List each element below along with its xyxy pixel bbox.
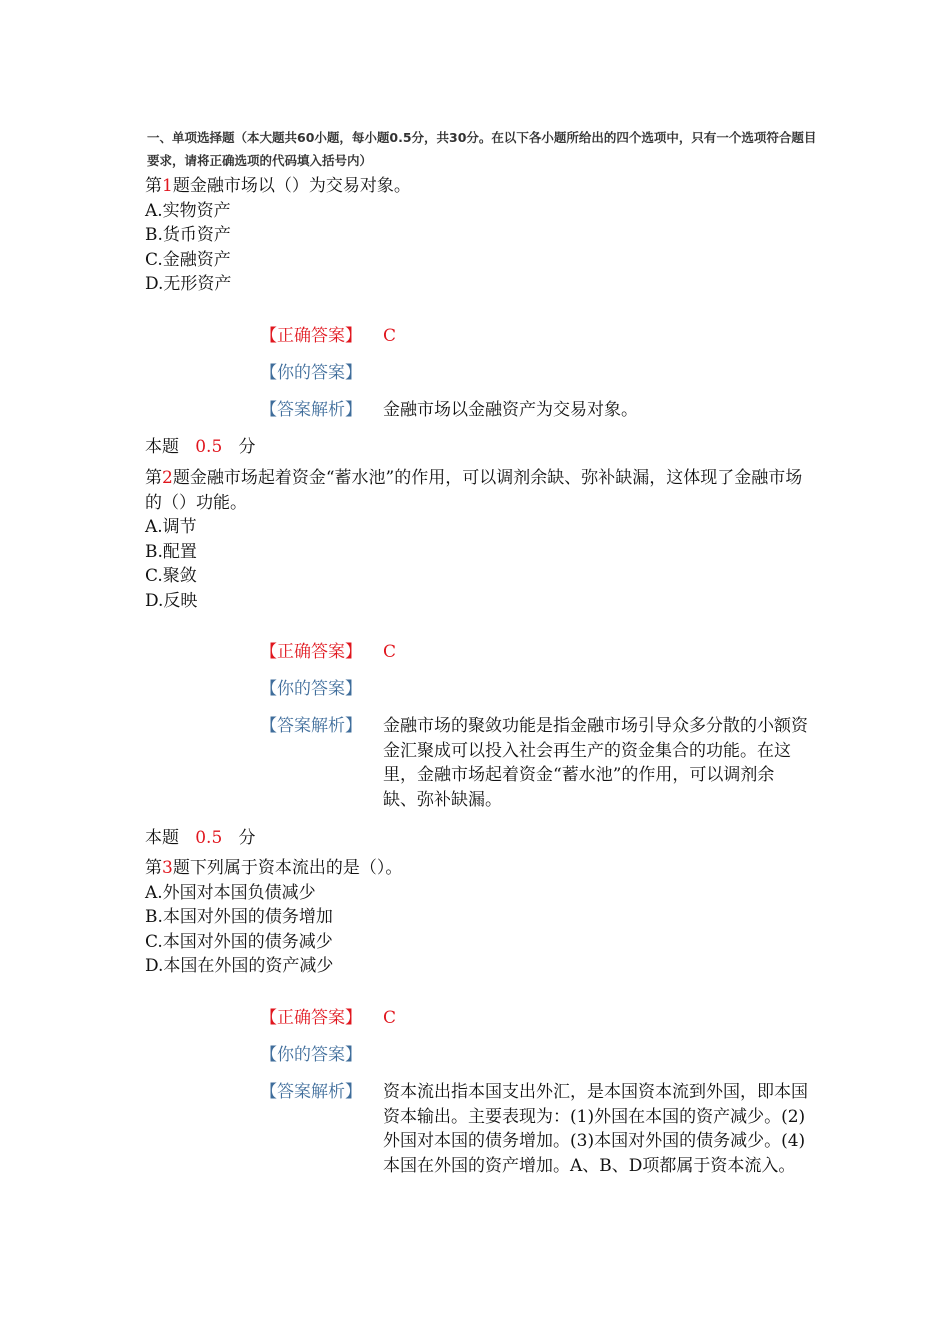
option-c: C.金融资产	[145, 249, 231, 270]
analysis-text: 资本流出指本国支出外汇，是本国资本流到外国，即本国资本输出。主要表现为：(1)外国在本国的资产减少。(2)外国对本国的债务增加。(3)本国对外国的债务减少。(4)本国在外国的资产增加。A、B、D项都属于资本流入。	[383, 1082, 808, 1176]
question-number: 3	[162, 858, 173, 878]
section-header: 一、单项选择题（本大题共60小题，每小题0.5分，共30分。在以下各小题所给出的四个选项中，只有一个选项符合题目要求，请将正确选项的代码填入括号内）	[147, 130, 817, 168]
question-3	[145, 856, 825, 979]
option-a: A.外国对本国负债减少	[145, 882, 316, 903]
question-text: 下列属于资本流出的是（）。	[189, 858, 403, 878]
analysis-text: 金融市场以金融资产为交易对象。	[383, 400, 638, 420]
correct-answer-label: 【正确答案】	[260, 326, 362, 346]
question-prefix: 第	[145, 858, 162, 878]
your-answer-label: 【你的答案】	[260, 679, 362, 699]
score-value: 0.5	[195, 828, 223, 848]
option-c: C.聚敛	[145, 566, 197, 586]
correct-answer-value: C	[383, 326, 397, 346]
question-2	[145, 466, 810, 613]
question-suffix: 题	[172, 468, 190, 488]
question-number: 1	[162, 176, 173, 196]
option-b: B.配置	[145, 541, 197, 562]
option-b: B.本国对外国的债务增加	[145, 907, 333, 927]
analysis-label: 【答案解析】	[260, 1082, 362, 1102]
question-suffix: 题	[172, 176, 190, 196]
question-title	[145, 466, 810, 515]
option-a: A.调节	[145, 517, 197, 537]
score-unit: 分	[238, 828, 256, 848]
correct-answer-label: 【正确答案】	[260, 1008, 362, 1028]
your-answer-label: 【你的答案】	[260, 1045, 362, 1065]
analysis-label: 【答案解析】	[260, 716, 362, 736]
analysis-label: 【答案解析】	[260, 400, 362, 420]
option-c: C.本国对外国的债务减少	[145, 931, 333, 952]
question-1	[145, 174, 825, 297]
score-value: 0.5	[195, 437, 223, 457]
option-d: D.反映	[145, 590, 198, 611]
correct-answer-value: C	[383, 1008, 397, 1028]
correct-answer-value: C	[383, 642, 397, 662]
question-text: 金融市场起着资金“蓄水池”的作用，可以调剂余缺、弥补缺漏，这体现了金融市场的（）功能。	[145, 468, 803, 513]
score-prefix: 本题	[145, 828, 179, 848]
score-prefix: 本题	[145, 437, 179, 457]
question-suffix: 题	[172, 858, 190, 878]
question-score	[145, 435, 255, 459]
question-number: 2	[162, 468, 173, 488]
analysis-text: 金融市场的聚敛功能是指金融市场引导众多分散的小额资金汇聚成可以投入社会再生产的资金集合的功能。在这里，金融市场起着资金“蓄水池”的作用，可以调剂余缺、弥补缺漏。	[383, 716, 808, 810]
question-title	[145, 174, 825, 199]
question-score	[145, 826, 255, 850]
correct-answer-label: 【正确答案】	[260, 642, 362, 662]
score-unit: 分	[238, 437, 256, 457]
question-prefix: 第	[145, 176, 162, 196]
option-d: D.无形资产	[145, 274, 232, 294]
option-b: B.货币资产	[145, 225, 231, 245]
option-d: D.本国在外国的资产减少	[145, 956, 334, 976]
question-text: 金融市场以（）为交易对象。	[189, 176, 411, 196]
your-answer-label: 【你的答案】	[260, 363, 362, 383]
question-prefix: 第	[145, 468, 162, 488]
option-a: A.实物资产	[145, 200, 231, 221]
question-title	[145, 856, 825, 881]
